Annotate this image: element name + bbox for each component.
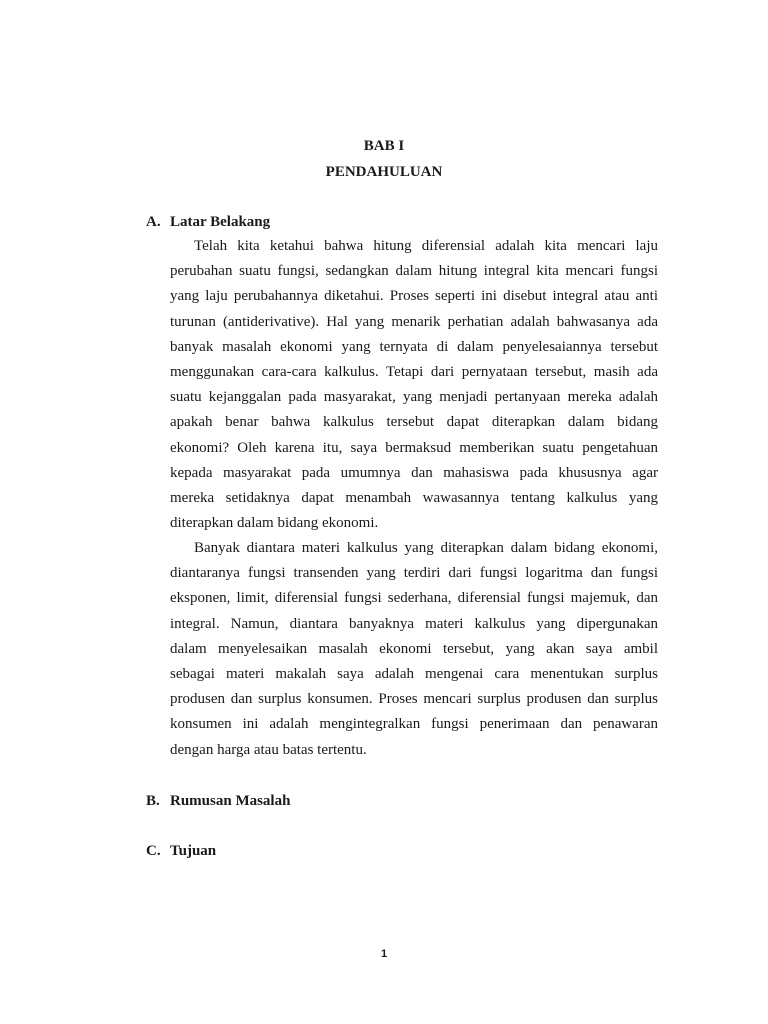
paragraph-line: mereka setidaknya dapat menambah wawasannya tentang kalkulus yang — [170, 490, 658, 507]
chapter-title: PENDAHULUAN — [325, 164, 443, 180]
paragraph-line: diterapkan dalam bidang ekonomi. — [170, 515, 379, 532]
paragraph-line: integral. Namun, diantara banyaknya materi kalkulus yang dipergunakan — [170, 615, 658, 632]
paragraph-line: eksponen, limit, diferensial fungsi sederhana, diferensial fungsi majemuk, dan — [170, 590, 658, 607]
paragraph-2 — [170, 536, 658, 763]
paragraph-line: apakah benar bahwa kalkulus tersebut dapat diterapkan dalam bidang — [170, 414, 658, 431]
section-marker: A. — [146, 214, 161, 230]
section-marker: B. — [146, 793, 160, 809]
paragraph-line: suatu kejanggalan pada masyarakat, yang menjadi pertanyaan mereka adalah — [170, 389, 658, 406]
paragraph-line: kepada masyarakat pada umumnya dan mahasiswa pada khususnya agar — [170, 464, 658, 481]
page-number: 1 — [380, 948, 388, 960]
paragraph-line: perubahan suatu fungsi, sedangkan dalam hitung integral kita mencari fungsi — [170, 263, 658, 280]
paragraph-line: dalam menyelesaikan masalah ekonomi tersebut, yang akan saya ambil — [170, 640, 658, 657]
paragraph-line: produsen dan surplus konsumen. Proses mencari surplus produsen dan surplus — [170, 691, 658, 708]
paragraph-line: menggunakan cara-cara kalkulus. Tetapi dari pernyataan tersebut, masih ada — [170, 364, 658, 381]
paragraph-line: Telah kita ketahui bahwa hitung diferensial adalah kita mencari laju — [194, 238, 658, 254]
section-title: Latar Belakang — [170, 214, 271, 230]
section-title: Tujuan — [170, 843, 217, 859]
paragraph-line: konsumen ini adalah mengintegralkan fungsi penerimaan dan penawaran — [170, 716, 658, 733]
section-marker: C. — [146, 843, 161, 859]
paragraph-line: dengan harga atau batas tertentu. — [170, 741, 367, 758]
paragraph-line: ekonomi? Oleh karena itu, saya bermaksud memberikan suatu pengetahuan — [170, 439, 658, 456]
section-heading-tujuan — [146, 842, 216, 860]
section-title: Rumusan Masalah — [170, 793, 291, 809]
paragraph-line: diantaranya fungsi transenden yang terdiri dari fungsi logaritma dan fungsi — [170, 565, 658, 582]
paragraph-1 — [170, 234, 658, 536]
section-heading-rumusan-masalah — [146, 792, 290, 810]
paragraph-line: yang laju perubahannya diketahui. Proses seperti ini disebut integral atau anti — [170, 288, 658, 305]
section-heading-latar-belakang — [146, 213, 270, 231]
paragraph-line: banyak masalah ekonomi yang ternyata di dalam penyelesaiannya tersebut — [170, 338, 658, 355]
chapter-number: BAB I — [363, 138, 405, 154]
paragraph-line: turunan (antiderivative). Hal yang menarik perhatian adalah bahwasanya ada — [170, 313, 658, 330]
paragraph-line: Banyak diantara materi kalkulus yang diterapkan dalam bidang ekonomi, — [194, 540, 658, 556]
paragraph-line: sebagai materi makalah saya adalah mengenai cara menentukan surplus — [170, 666, 658, 683]
